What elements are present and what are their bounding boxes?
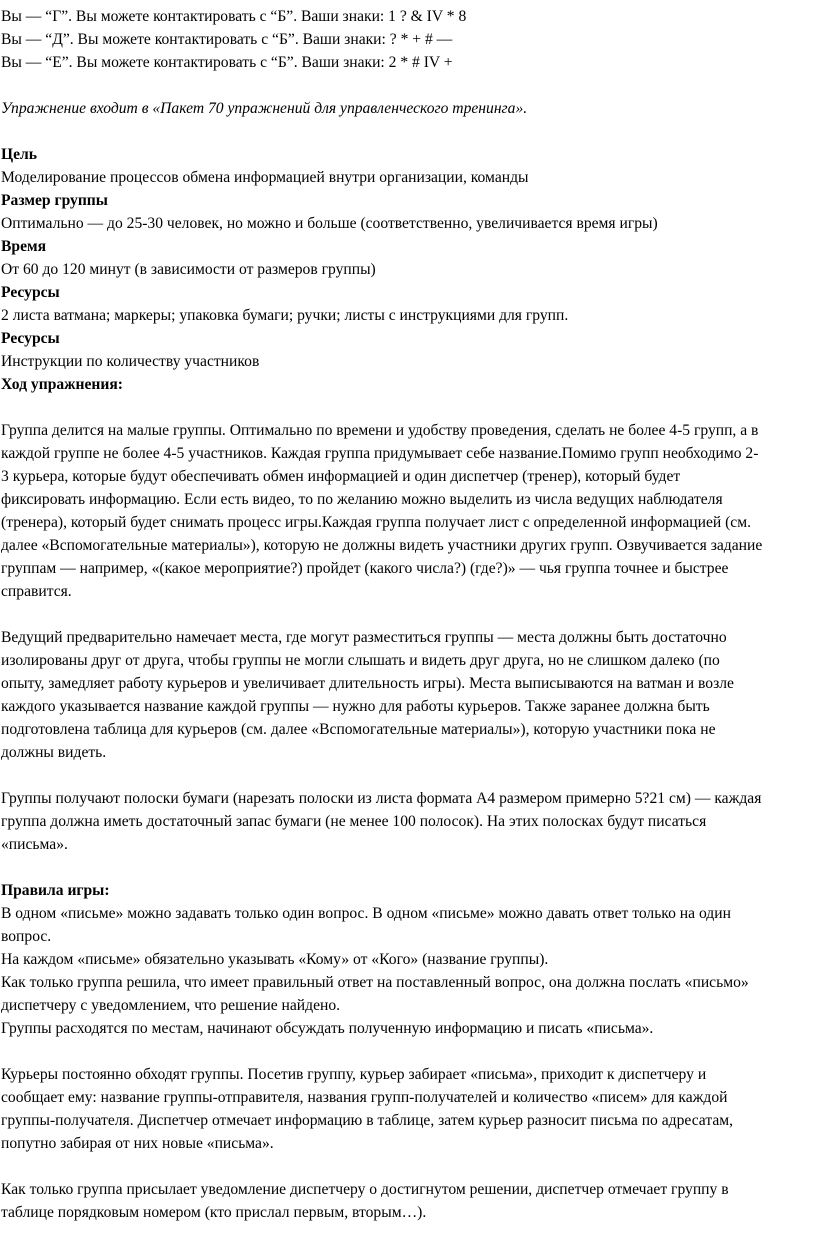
para2-line: должны видеть. [1, 744, 107, 761]
para2-line: опыту, замедляет работу курьеров и увеличивает длительность игры). Места выписываются на ватман и возле [1, 675, 734, 692]
para1-line: далее «Вспомогательные материалы»), которую не должны видеть участники других групп. Озвучивается задание [1, 537, 763, 554]
resources2-text: Инструкции по количеству участников [1, 353, 260, 370]
intro-line-1: Вы — “Г”. Вы можете контактировать с “Б”. Ваши знаки: 1 ? & IV * 8 [1, 8, 467, 25]
resources-text: 2 листа ватмана; маркеры; упаковка бумаги; ручки; листы с инструкциями для групп. [1, 307, 569, 324]
rules-line: диспетчеру с уведомлением, что решение найдено. [1, 997, 341, 1014]
rules-heading: Правила игры: [1, 882, 110, 899]
para2-line: подготовлена таблица для курьеров (см. далее «Вспомогательные материалы»), которую участники пока не [1, 721, 716, 738]
intro-line-3: Вы — “Е”. Вы можете контактировать с “Б”. Ваши знаки: 2 * # IV + [1, 54, 453, 71]
para1-line: справится. [1, 583, 72, 600]
goal-text: Моделирование процессов обмена информацией внутри организации, команды [1, 169, 529, 186]
process-heading: Ход упражнения: [1, 376, 123, 393]
para4-line: группы-получателя. Диспетчер отмечает информацию в таблице, затем курьер разносит письма по адресатам, [1, 1112, 734, 1129]
resources-heading: Ресурсы [1, 284, 60, 301]
para2-line: каждого указывается название каждой группы — нужно для работы курьеров. Также заранее должна быть [1, 698, 710, 715]
intro-line-2: Вы — “Д”. Вы можете контактировать с “Б”. Ваши знаки: ? * + # — [1, 31, 453, 48]
para2-line: Ведущий предварительно намечает места, где могут разместиться группы — места должны быть достаточно [1, 629, 727, 646]
source-note: Упражнение входит в «Пакет 70 упражнений для управленческого тренинга». [1, 100, 528, 117]
para3-line: группа должна иметь достаточный запас бумаги (не менее 100 полосок). На этих полосках будут писаться [1, 813, 707, 830]
para1-line: фиксировать информацию. Если есть видео, то по желанию можно выделить из числа ведущих наблюдателя [1, 491, 723, 508]
para4-line: попутно забирая от них новые «письма». [1, 1135, 274, 1152]
para5-line: таблице порядковым номером (кто прислал первым, вторым…). [1, 1204, 427, 1221]
para3-line: Группы получают полоски бумаги (нарезать полоски из листа формата А4 размером примерно 5?21 см) — каждая [1, 790, 762, 807]
para2-line: изолированы друг от друга, чтобы группы не могли слышать и видеть друг друга, но не слишком далеко (по [1, 652, 720, 669]
para1-line: каждой группе не более 4-5 участников. Каждая группа придумывает себе название.Помимо групп необходимо 2- [1, 445, 759, 462]
goal-heading: Цель [1, 146, 38, 163]
para5-line: Как только группа присылает уведомление диспетчеру о достигнутом решении, диспетчер отмечает группу в [1, 1181, 729, 1198]
size-text: Оптимально — до 25-30 человек, но можно и больше (соответственно, увеличивается время игры) [1, 215, 658, 232]
resources2-heading: Ресурсы [1, 330, 60, 347]
size-heading: Размер группы [1, 192, 108, 209]
para3-line: «письма». [1, 836, 68, 853]
rules-line: Как только группа решила, что имеет правильный ответ на поставленный вопрос, она должна послать «письмо» [1, 974, 749, 991]
time-text: От 60 до 120 минут (в зависимости от размеров группы) [1, 261, 376, 278]
para4-line: сообщает ему: название группы-отправителя, названия групп-получателей и количество «писем» для каждой [1, 1089, 728, 1106]
para4-line: Курьеры постоянно обходят группы. Посетив группу, курьер забирает «письма», приходит к диспетчеру и [1, 1066, 707, 1083]
para1-line: 3 курьера, которые будут обеспечивать обмен информацией и один диспетчер (тренер), который будет [1, 468, 681, 485]
rules-line: вопрос. [1, 928, 52, 945]
time-heading: Время [1, 238, 47, 255]
rules-line: В одном «письме» можно задавать только один вопрос. В одном «письме» можно давать ответ только на один [1, 905, 731, 922]
para1-line: (тренера), который будет снимать процесс игры.Каждая группа получает лист с определенной информацией (см. [1, 514, 751, 531]
para1-line: Группа делится на малые группы. Оптимально по времени и удобству проведения, сделать не более 4-5 групп, а в [1, 422, 759, 439]
para1-line: группам — например, «(какое мероприятие?) пройдет (какого числа?) (где?)» — чья группа точнее и быстрее [1, 560, 729, 577]
rules-line: На каждом «письме» обязательно указывать «Кому» от «Кого» (название группы). [1, 951, 549, 968]
rules-line: Группы расходятся по местам, начинают обсуждать полученную информацию и писать «письма». [1, 1020, 654, 1037]
